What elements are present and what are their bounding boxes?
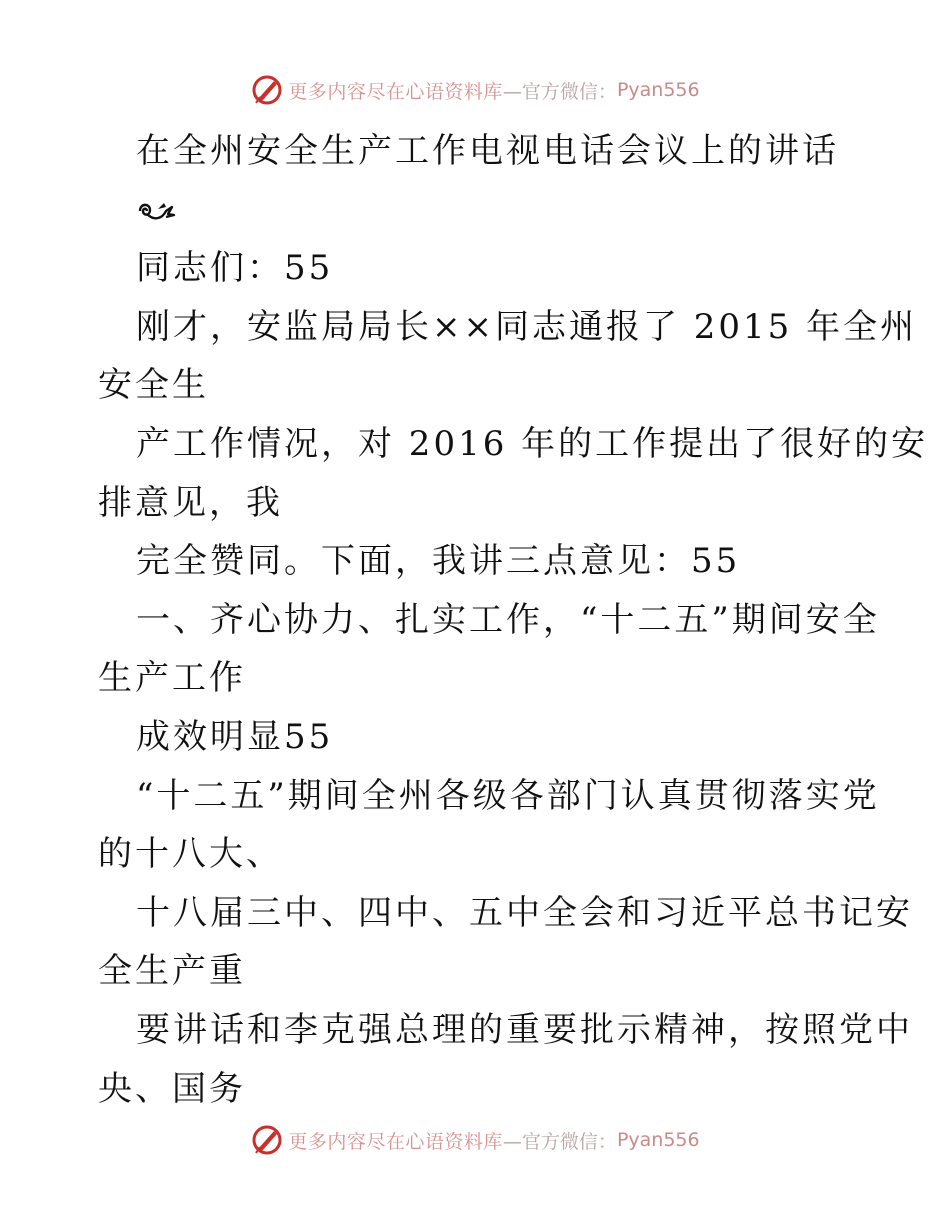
paragraph-line: 排意见，我 [98, 482, 283, 523]
paragraph-line: 全生产重 [98, 951, 246, 992]
document-body [98, 122, 929, 1118]
paragraph-line: 十八届三中、四中、五中全会和习近平总书记安 [136, 892, 913, 933]
paragraph-line: 安全生 [98, 365, 209, 406]
paragraph-line: 刚才，安监局局长××同志通报了 2015 年全州 [136, 306, 918, 347]
paragraph-line: 的十八大、 [98, 834, 283, 875]
watermark-main-text: 更多内容尽在心语资料库 [288, 80, 503, 103]
footer-watermark [0, 1120, 950, 1160]
salutation: 同志们：55 [136, 248, 334, 289]
paragraph-line: 央、国务 [98, 1068, 246, 1109]
header-watermark [0, 70, 950, 110]
watermark-sub-text: —官方微信： [502, 1130, 617, 1153]
quill-logo-icon [250, 1123, 284, 1157]
section-heading-continued: 生产工作 [98, 658, 246, 699]
fleuron-ornament-icon [136, 197, 176, 227]
watermark-account: Pyan556 [616, 79, 700, 101]
section-heading: 一、齐心协力、扎实工作，“十二五”期间安全 [136, 599, 880, 640]
watermark-sub-text: —官方微信： [502, 80, 617, 103]
paragraph-line: 产工作情况，对 2016 年的工作提出了很好的安 [136, 423, 929, 464]
watermark-main-text: 更多内容尽在心语资料库 [288, 1130, 503, 1153]
paragraph-line: 完全赞同。下面，我讲三点意见：55 [136, 541, 741, 582]
document-title: 在全州安全生产工作电视电话会议上的讲话 [136, 131, 839, 171]
ornament-line [98, 181, 858, 240]
watermark-account: Pyan556 [616, 1129, 700, 1151]
paragraph-line: “十二五”期间全州各级各部门认真贯彻落实党 [136, 775, 880, 816]
paragraph-line: 要讲话和李克强总理的重要批示精神，按照党中 [136, 1009, 913, 1050]
quill-logo-icon [250, 73, 284, 107]
section-heading-continued: 成效明显55 [136, 716, 334, 757]
